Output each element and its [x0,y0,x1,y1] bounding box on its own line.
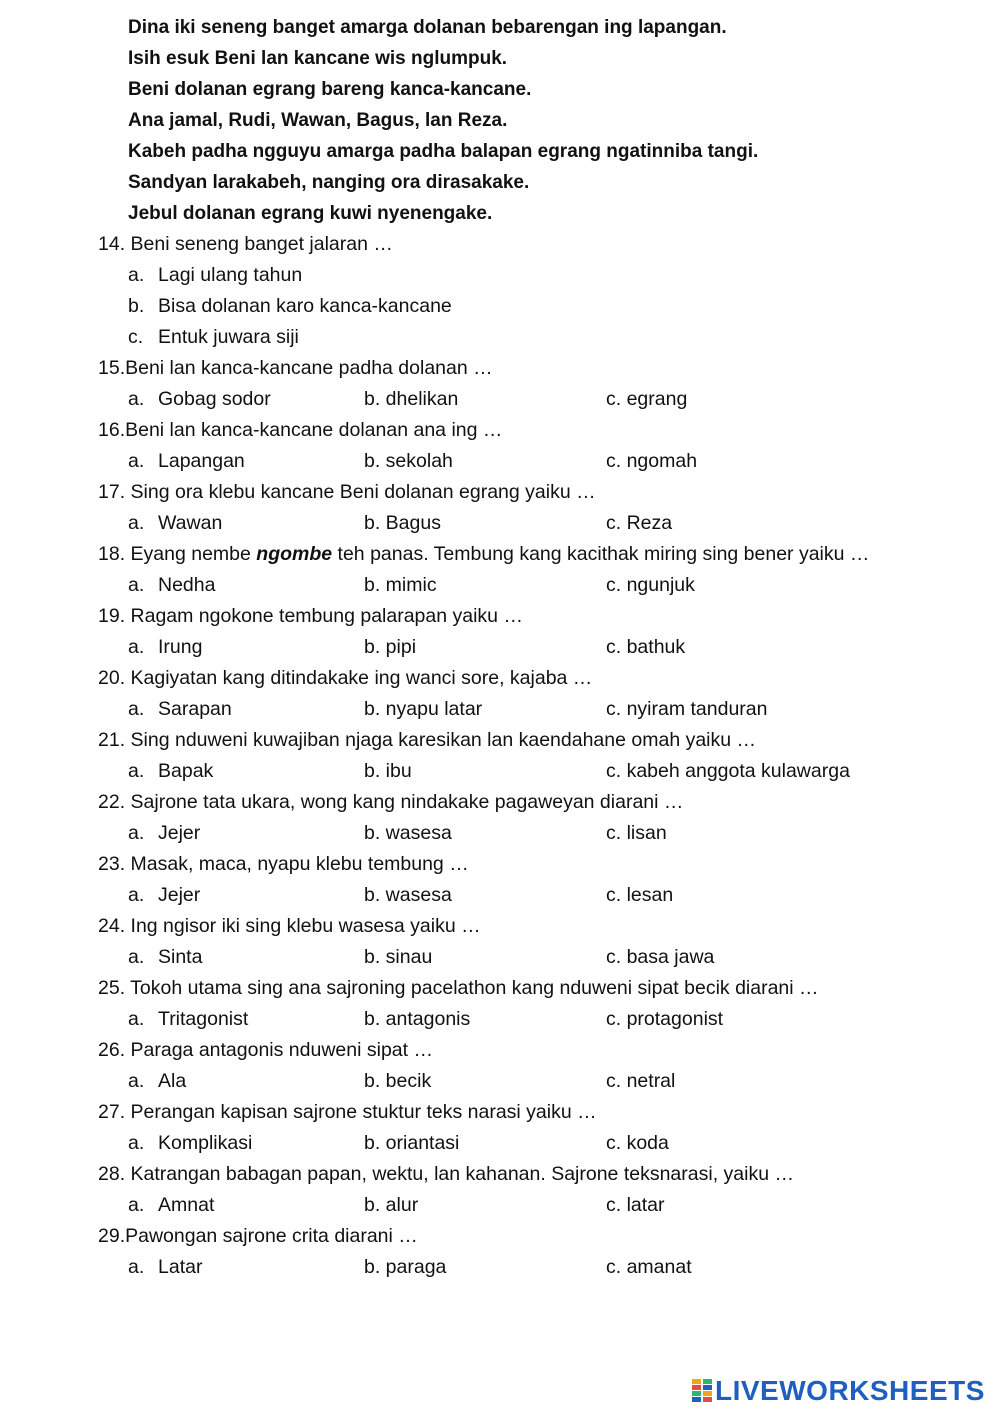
option-a[interactable]: a. Nedha [128,574,216,596]
question-14 [98,229,898,353]
passage-line: Beni dolanan egrang bareng kanca-kancane. [128,79,532,100]
option-a[interactable]: a. Komplikasi [128,1132,253,1154]
options [98,1190,898,1221]
passage-line: Sandyan larakabeh, nanging ora dirasakake. [128,172,530,193]
question-21 [98,725,898,787]
options [98,756,898,787]
options [98,818,898,849]
option-a[interactable]: a. Sarapan [128,698,232,720]
question-27 [98,1097,898,1159]
option-b[interactable]: b. sinau [364,946,433,968]
question-text: 22. Sajrone tata ukara, wong kang nindakake pagaweyan diarani … [98,791,684,813]
question-text: 28. Katrangan babagan papan, wektu, lan kahanan. Sajrone teksnarasi, yaiku … [98,1163,794,1185]
option-c[interactable]: c. amanat [606,1256,692,1278]
question-text: 26. Paraga antagonis nduweni sipat … [98,1039,433,1061]
option-b[interactable]: b. becik [364,1070,432,1092]
passage-line: Isih esuk Beni lan kancane wis nglumpuk. [128,48,508,69]
question-text: 27. Perangan kapisan sajrone stuktur teks narasi yaiku … [98,1101,597,1123]
options [98,384,898,415]
options [98,632,898,663]
liveworksheets-logo-icon [692,1379,712,1403]
option-a[interactable]: a. Wawan [128,512,223,534]
option-c[interactable]: c. latar [606,1194,665,1216]
question-29 [98,1221,898,1283]
question-text: 29.Pawongan sajrone crita diarani … [98,1225,418,1247]
option-b[interactable]: b. nyapu latar [364,698,483,720]
question-25 [98,973,898,1035]
question-15 [98,353,898,415]
passage-line: Kabeh padha ngguyu amarga padha balapan egrang ngatinniba tangi. [128,141,759,162]
question-text: 15.Beni lan kanca-kancane padha dolanan … [98,357,493,379]
option-b[interactable]: b. antagonis [364,1008,471,1030]
option-b[interactable]: b. oriantasi [364,1132,460,1154]
question-18 [98,539,898,601]
question-text: 17. Sing ora klebu kancane Beni dolanan egrang yaiku … [98,481,596,503]
options [98,1128,898,1159]
question-26 [98,1035,898,1097]
question-text: 25. Tokoh utama sing ana sajroning pacelathon kang nduweni sipat becik diarani … [98,977,819,999]
option-b[interactable]: b. alur [364,1194,419,1216]
option-c[interactable]: c. basa jawa [606,946,715,968]
options [98,260,898,353]
question-22 [98,787,898,849]
option-c[interactable]: c. Entuk juwara siji [128,326,299,348]
options [98,446,898,477]
option-c[interactable]: c. egrang [606,388,688,410]
option-b[interactable]: b. wasesa [364,884,452,906]
brand-name: LIVEWORKSHEETS [715,1375,985,1406]
question-text: 14. Beni seneng banget jalaran … [98,233,393,255]
option-b[interactable]: b. paraga [364,1256,447,1278]
question-list [98,229,898,1283]
options [98,1004,898,1035]
option-c[interactable]: c. protagonist [606,1008,724,1030]
passage-line: Dina iki seneng banget amarga dolanan bebarengan ing lapangan. [128,17,727,38]
option-a[interactable]: a. Bapak [128,760,214,782]
question-text: 16.Beni lan kanca-kancane dolanan ana ing … [98,419,503,441]
option-a[interactable]: a. Jejer [128,822,201,844]
question-20 [98,663,898,725]
question-19 [98,601,898,663]
question-28 [98,1159,898,1221]
option-b[interactable]: b. wasesa [364,822,452,844]
option-a[interactable]: a. Sinta [128,946,203,968]
option-c[interactable]: c. nyiram tanduran [606,698,768,720]
option-b[interactable]: b. dhelikan [364,388,459,410]
option-a[interactable]: a. Ala [128,1070,187,1092]
option-a[interactable]: a. Lapangan [128,450,245,472]
option-c[interactable]: c. kabeh anggota kulawarga [606,760,850,782]
emphasized-word: ngombe [256,543,333,565]
liveworksheets-brand[interactable] [692,1374,985,1408]
option-c[interactable]: c. bathuk [606,636,686,658]
option-a[interactable]: a. Tritagonist [128,1008,249,1030]
option-a[interactable]: a. Jejer [128,884,201,906]
question-text: 21. Sing nduweni kuwajiban njaga karesikan lan kaendahane omah yaiku … [98,729,757,751]
options [98,1066,898,1097]
question-text: 24. Ing ngisor iki sing klebu wasesa yaiku … [98,915,481,937]
options [98,880,898,911]
option-c[interactable]: c. ngomah [606,450,698,472]
question-17 [98,477,898,539]
option-a[interactable]: a. Lagi ulang tahun [128,264,303,286]
option-c[interactable]: c. lisan [606,822,667,844]
question-24 [98,911,898,973]
option-b[interactable]: b. sekolah [364,450,453,472]
options [98,694,898,725]
option-a[interactable]: a. Latar [128,1256,203,1278]
option-a[interactable]: a. Gobag sodor [128,388,271,410]
options [98,1252,898,1283]
question-text: 23. Masak, maca, nyapu klebu tembung … [98,853,469,875]
option-c[interactable]: c. netral [606,1070,676,1092]
option-c[interactable]: c. lesan [606,884,674,906]
question-23 [98,849,898,911]
passage-line: Jebul dolanan egrang kuwi nyenengake. [128,203,493,224]
options [98,570,898,601]
question-16 [98,415,898,477]
options [98,942,898,973]
option-b[interactable]: b. Bagus [364,512,441,534]
option-c[interactable]: c. Reza [606,512,673,534]
option-b[interactable]: b. ibu [364,760,412,782]
option-c[interactable]: c. ngunjuk [606,574,695,596]
option-a[interactable]: a. Irung [128,636,203,658]
question-text: 18. Eyang nembe ngombe teh panas. Tembung kang kacithak miring sing bener yaiku … [98,543,870,565]
option-c[interactable]: c. koda [606,1132,669,1154]
reading-passage [128,12,758,229]
options [98,508,898,539]
passage-line: Ana jamal, Rudi, Wawan, Bagus, lan Reza. [128,110,508,131]
option-a[interactable]: a. Amnat [128,1194,215,1216]
question-text: 19. Ragam ngokone tembung palarapan yaiku … [98,605,523,627]
option-b[interactable]: b. Bisa dolanan karo kanca-kancane [128,295,452,317]
option-b[interactable]: b. pipi [364,636,417,658]
question-text: 20. Kagiyatan kang ditindakake ing wanci sore, kajaba … [98,667,593,689]
option-b[interactable]: b. mimic [364,574,437,596]
